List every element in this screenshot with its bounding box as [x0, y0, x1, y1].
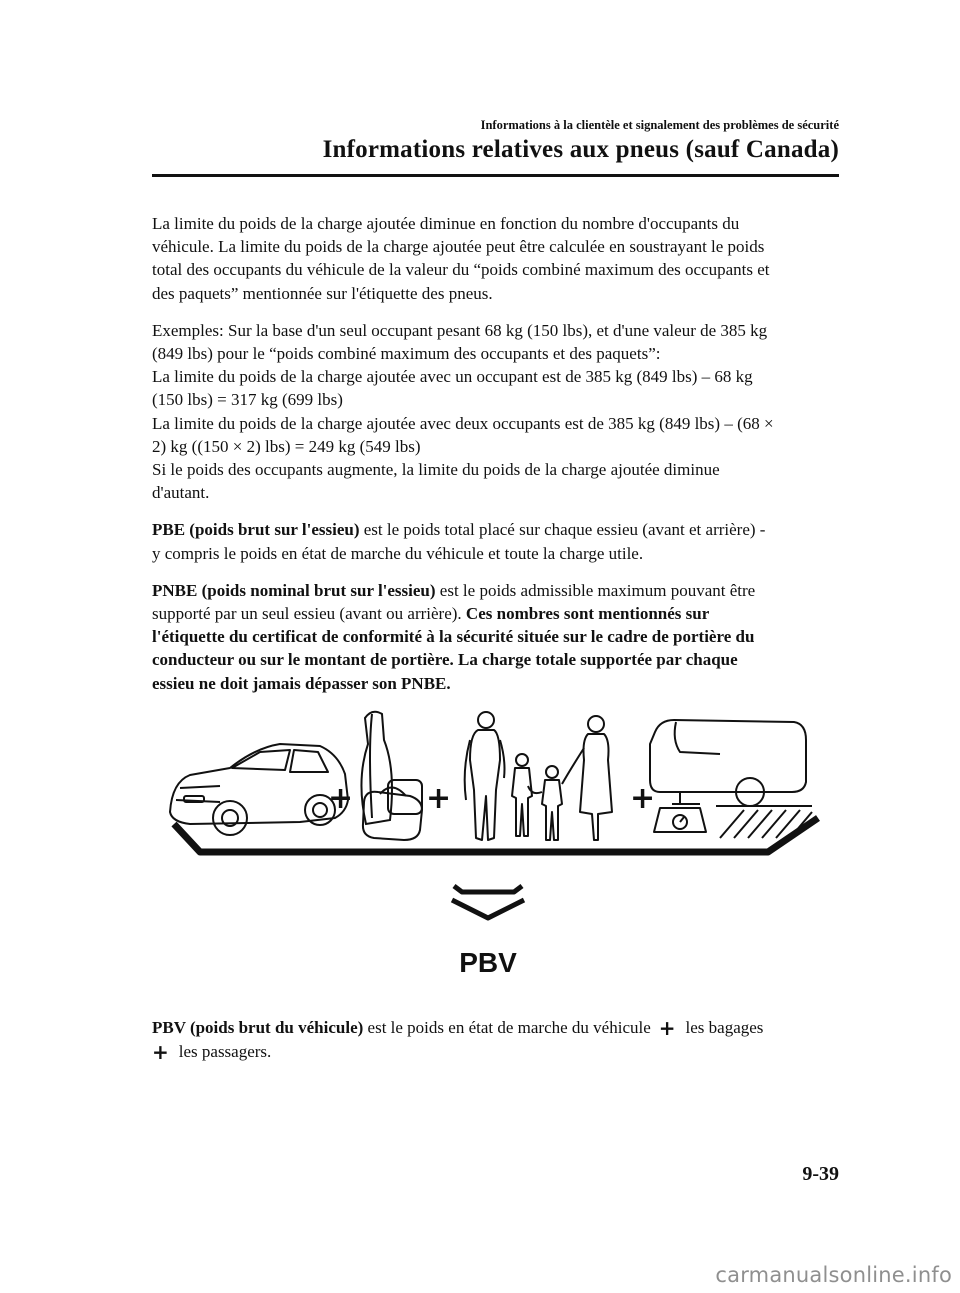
- text-line: [152, 1016, 842, 1040]
- text-fragment: est le poids admissible maximum pouvant être: [435, 580, 756, 600]
- luggage-illustration: [361, 712, 422, 840]
- text-line: [152, 518, 842, 541]
- trailer-tongue-illustration: [650, 720, 812, 838]
- text-line: La limite du poids de la charge ajoutée avec un occupant est de 385 kg (849 lbs) – 68 kg: [152, 367, 753, 387]
- section-header: Informations à la clientèle et signalement des problèmes de sécurité: [480, 118, 839, 132]
- pbv-label: PBV: [459, 947, 517, 978]
- text-fragment: les bagages: [685, 1018, 764, 1037]
- text-fragment: est le poids total placé sur chaque essieu (avant et arrière) -: [359, 520, 766, 540]
- arrow-down-icon: [452, 900, 524, 918]
- passengers-illustration: [465, 712, 612, 840]
- text-line: La limite du poids de la charge ajoutée avec deux occupants est de 385 kg (849 lbs) – (68 ×: [152, 413, 774, 433]
- plus-icon: +: [328, 781, 354, 816]
- text-line: total des occupants du véhicule de la valeur du “poids combiné maximum des occupants et: [152, 260, 770, 280]
- paragraph-pbe: [152, 518, 842, 564]
- paragraph-examples: [152, 319, 842, 505]
- text-line: des paquets” mentionnée sur l'étiquette des pneus.: [152, 283, 493, 303]
- text-line: 2) kg ((150 × 2) lbs) = 249 kg (549 lbs): [152, 436, 421, 456]
- result-arrow-icon: [454, 886, 522, 892]
- term-pbe: PBE (poids brut sur l'essieu): [152, 520, 360, 540]
- text-line: [152, 602, 842, 625]
- paragraph-load-limit: [152, 212, 842, 305]
- text-line: [152, 579, 842, 602]
- text-line: (849 lbs) pour le “poids combiné maximum des occupants et des paquets”:: [152, 344, 661, 364]
- body-text: [152, 212, 842, 709]
- text-line: (150 lbs) = 317 kg (699 lbs): [152, 390, 343, 410]
- watermark: carmanualsonline.info: [715, 1263, 952, 1287]
- page-number: 9-39: [802, 1163, 839, 1185]
- warning-text: l'étiquette du certificat de conformité à la sécurité située sur le cadre de portière du: [152, 627, 755, 647]
- warning-text: essieu ne doit jamais dépasser son PNBE.: [152, 673, 451, 693]
- plus-icon: +: [152, 1040, 169, 1064]
- text-line: La limite du poids de la charge ajoutée diminue en fonction du nombre d'occupants du: [152, 214, 740, 233]
- text-line: Exemples: Sur la base d'un seul occupant pesant 68 kg (150 lbs), et d'une valeur de 385 kg: [152, 320, 768, 340]
- text-line: d'autant.: [152, 483, 210, 503]
- text-line: véhicule. La limite du poids de la charge ajoutée peut être calculée en soustrayant le poids: [152, 237, 765, 257]
- figure-caption: [152, 1016, 842, 1064]
- text-line: Si le poids des occupants augmente, la limite du poids de la charge ajoutée diminue: [152, 460, 720, 480]
- gvw-illustration: [160, 700, 840, 990]
- plus-icon: +: [426, 781, 452, 816]
- term-pnbe: PNBE (poids nominal brut sur l'essieu): [152, 580, 436, 600]
- plus-icon: +: [658, 1016, 676, 1040]
- vehicle-illustration: [170, 744, 348, 835]
- paragraph-pnbe: [152, 579, 842, 695]
- plus-icon: +: [630, 781, 656, 816]
- text-fragment: les passagers.: [178, 1042, 272, 1061]
- text-fragment: supporté par un seul essieu (avant ou arrière).: [152, 604, 466, 624]
- term-pbv: PBV (poids brut du véhicule): [152, 1018, 364, 1037]
- warning-text: conducteur ou sur le montant de portière. La charge totale supportée par chaque: [152, 650, 738, 670]
- warning-text: Ces nombres sont mentionnés sur: [465, 604, 710, 624]
- text-fragment: est le poids en état de marche du véhicule: [363, 1018, 651, 1037]
- header-divider: [152, 174, 839, 177]
- text-line: [152, 1040, 842, 1064]
- page-title: Informations relatives aux pneus (sauf Canada): [322, 136, 839, 163]
- text-line: y compris le poids en état de marche du véhicule et toute la charge utile.: [152, 543, 644, 563]
